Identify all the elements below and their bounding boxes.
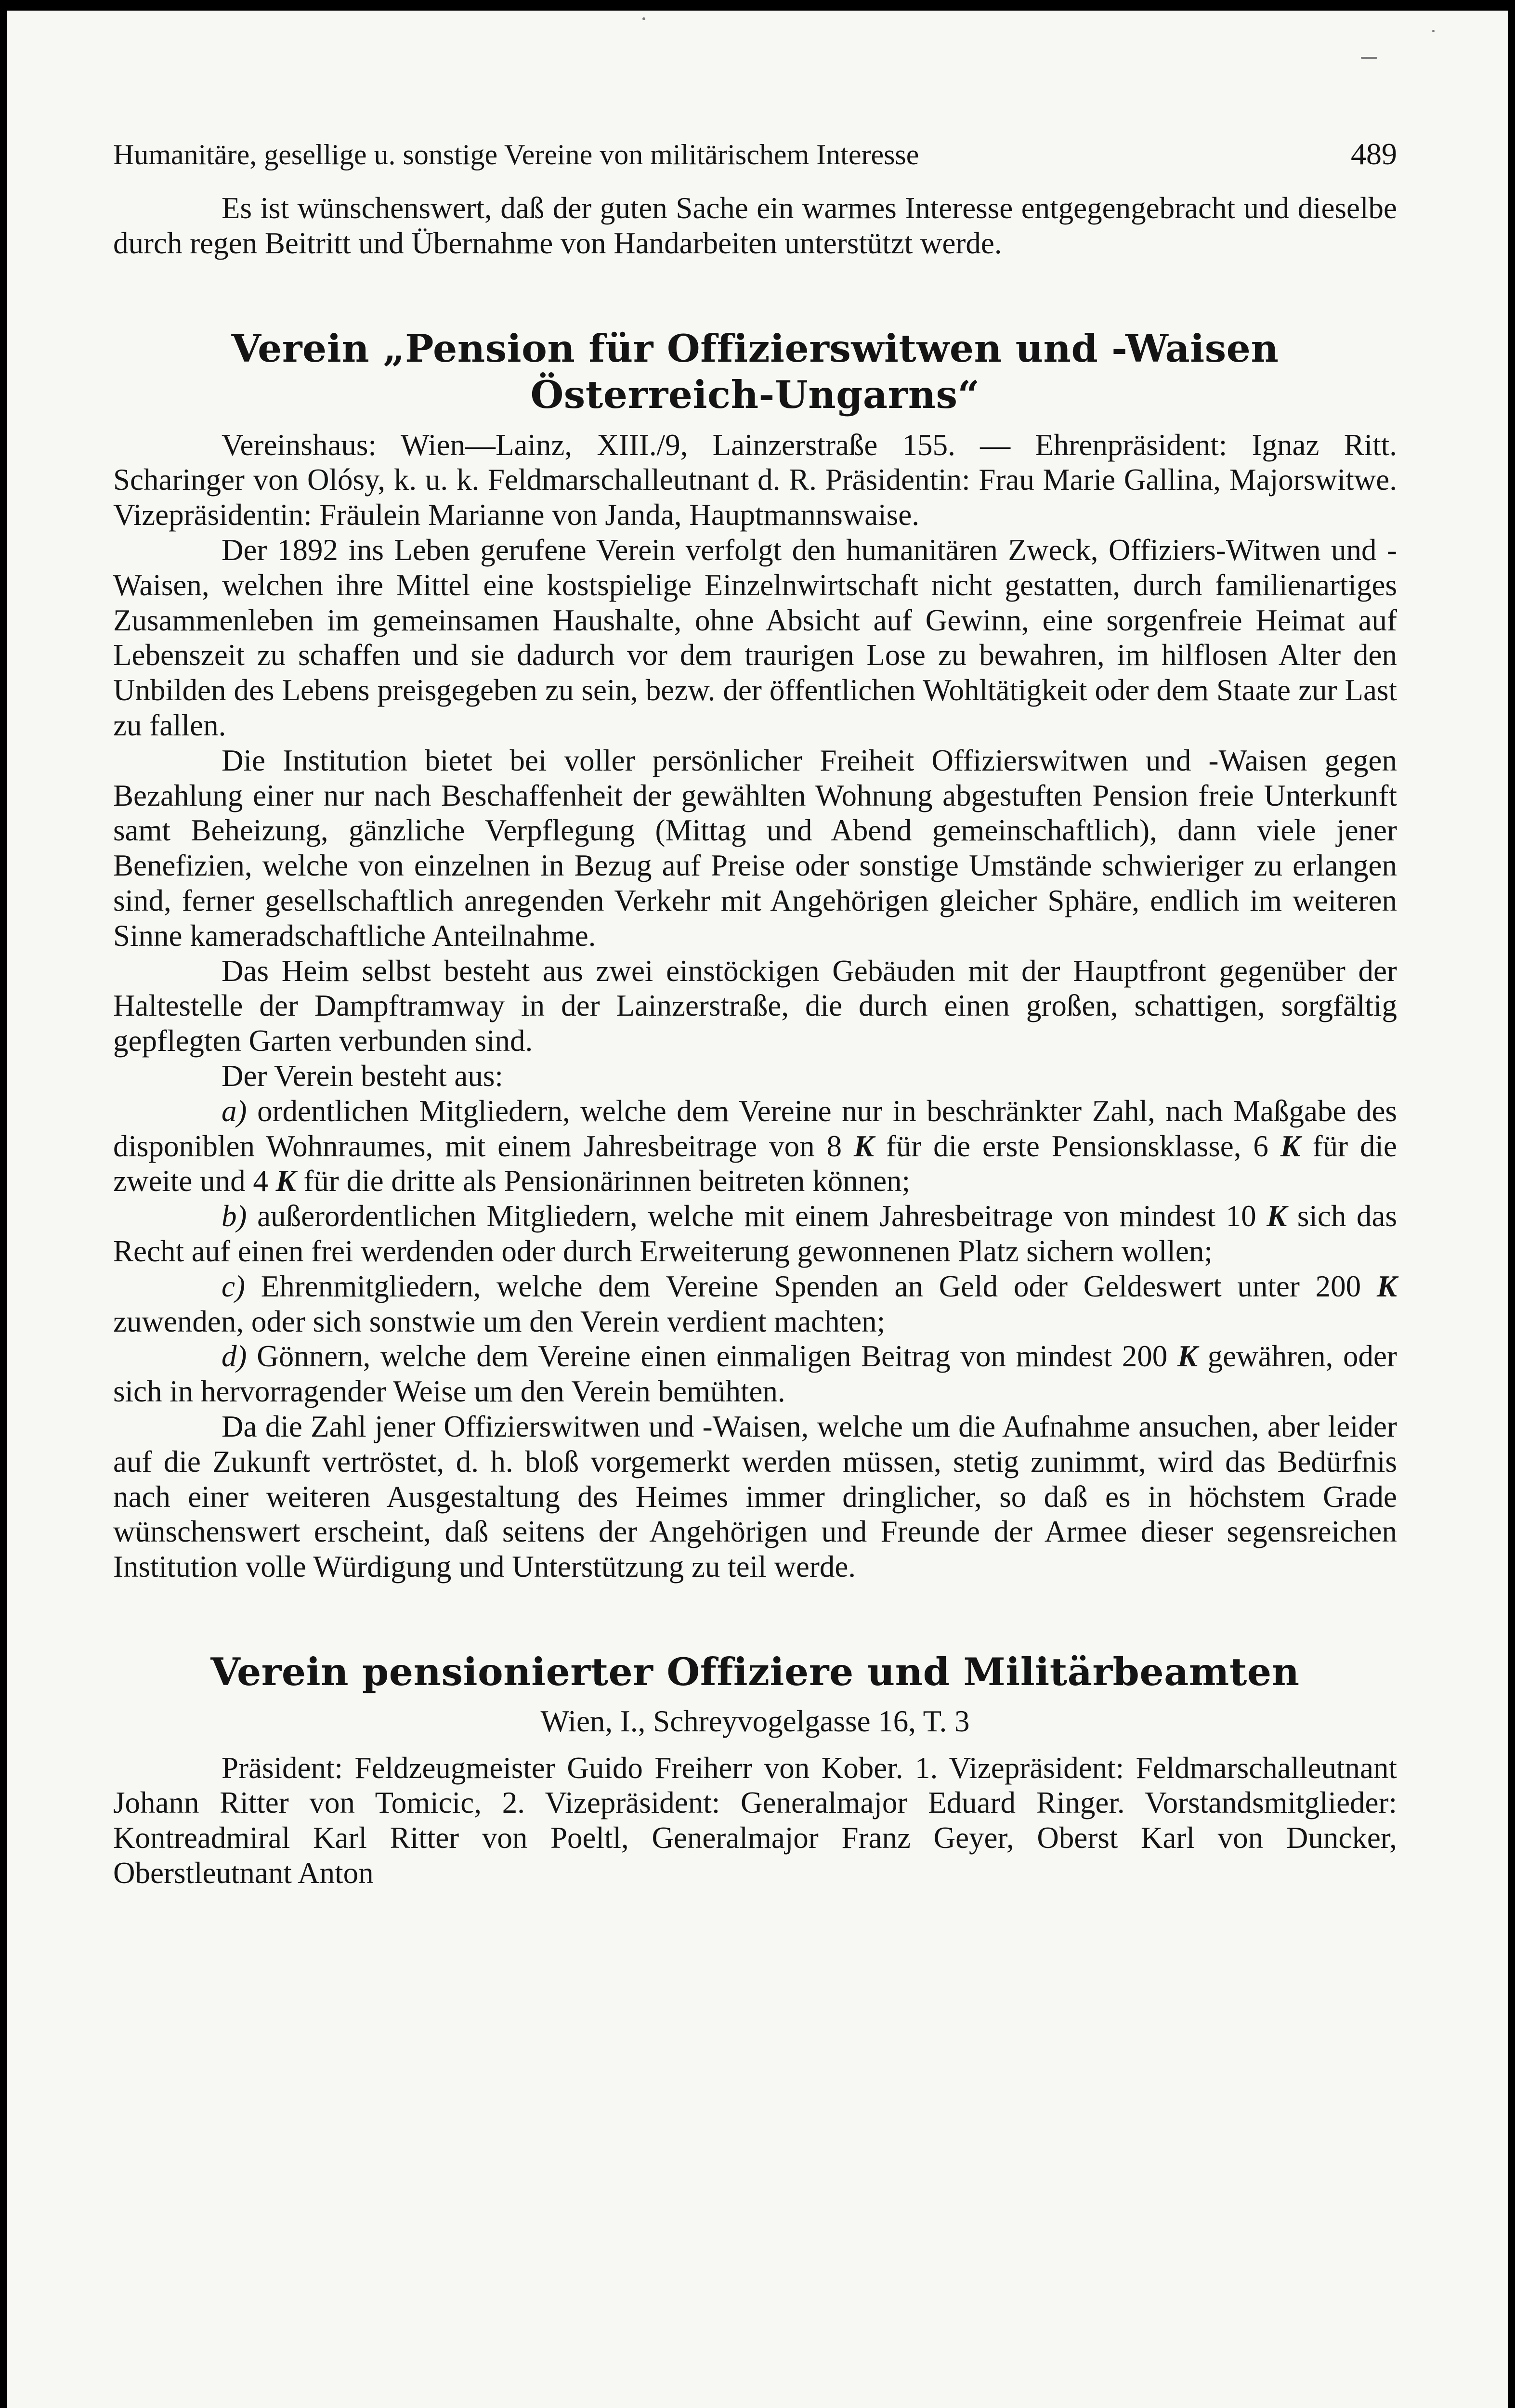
paragraph-institution: Die Institution bietet bei voller persönlicher Freiheit Offizierswitwen und -Waisen gegen Bezahlung einer nur nach Beschaffenheit der gewählten Wohnung abgestuften Pension freie Unterkunft samt Beheizung, gänzliche Verpflegung (Mittag und Abend gemeinschaftlich), dann viele jener Benefizien, welche von einzelnen in Bezug auf Preise oder sonstige Umstände schwieriger zu erlangen sind, ferner gesellschaftlich anregenden Verkehr mit Angehörigen gleicher Sphäre, endlich im weiteren Sinne kameradschaftliche Anteilnahme.: [113, 743, 1397, 953]
list-letter: b): [222, 1199, 247, 1233]
member-text: außerordentlichen Mitgliedern, welche mit einem Jahresbeitrage von mindest 10: [257, 1199, 1267, 1233]
list-letter: d): [222, 1339, 247, 1374]
paragraph-purpose: Der 1892 ins Leben gerufene Verein verfolgt den humanitären Zweck, Offiziers-Witwen und -Waisen, welchen ihre Mittel eine kostspielige Einzelnwirtschaft nicht gestatten, durch familienartiges Zusammenleben im gemeinsamen Haushalte, ohne Absicht auf Gewinn, eine sorgenfreie Heimat auf Lebenszeit zu schaffen und sie dadurch vor dem traurigen Lose zu bewahren, im hilflosen Alter den Unbilden des Lebens preisgegeben zu sein, bezw. der öffentlichen Wohltätigkeit oder dem Staate zur Last zu fallen.: [113, 533, 1397, 742]
section-heading-pension-verein: Verein „Pension für Offizierswitwen und -Waisen Österreich-Ungarns“: [231, 326, 1279, 417]
member-category-a: [113, 1094, 1397, 1199]
currency-symbol: K: [1376, 1269, 1397, 1303]
member-text: Gönnern, welche dem Vereine einen einmaligen Beitrag von mindest 200: [257, 1339, 1177, 1374]
paragraph-members-intro: Der Verein besteht aus:: [222, 1059, 503, 1093]
scanned-page: [7, 11, 1508, 2408]
scan-speck: [1361, 57, 1377, 59]
member-category-c: [113, 1269, 1397, 1339]
running-head-title: Humanitäre, gesellige u. sonstige Vereine von militärischem Interesse: [113, 139, 919, 170]
scan-speck: [642, 17, 645, 20]
currency-symbol: K: [1267, 1199, 1287, 1233]
member-text: gewähren, oder sich in hervorragender Weise um den Verein bemühten.: [113, 1339, 1397, 1409]
member-text: für die zweite und 4: [113, 1129, 1397, 1198]
currency-symbol: K: [1280, 1129, 1301, 1163]
list-letter: c): [222, 1269, 245, 1303]
intro-paragraph: Es ist wünschenswert, daß der guten Sache ein warmes Interesse entgegengebracht und dieselbe durch regen Beitritt und Übernahme von Handarbeiten unterstützt werde.: [113, 191, 1397, 260]
page-number: 489: [1351, 137, 1397, 171]
paragraph-section2-officers: Präsident: Feldzeugmeister Guido Freiherr von Kober. 1. Vizepräsident: Feldmarschalleutnant Johann Ritter von Tomicic, 2. Vizepräsident: Generalmajor Eduard Ringer. Vorstandsmitglieder: Kontreadmiral Karl Ritter von Poeltl, Generalmajor Franz Geyer, Oberst Karl von Duncker, Oberstleutnant Anton: [113, 1751, 1397, 1890]
scan-speck: [1432, 30, 1435, 32]
currency-symbol: K: [1177, 1339, 1198, 1374]
section-address: Wien, I., Schreyvogelgasse 16, T. 3: [540, 1704, 970, 1738]
member-category-d: [113, 1339, 1397, 1409]
member-text: für die dritte als Pensionärinnen beitreten können;: [296, 1164, 911, 1198]
member-text: für die erste Pensionsklasse, 6: [874, 1129, 1280, 1163]
currency-symbol: K: [275, 1164, 296, 1198]
member-category-b: [113, 1199, 1397, 1269]
paragraph-closing: Da die Zahl jener Offizierswitwen und -Waisen, welche um die Aufnahme ansuchen, aber leider auf die Zukunft vertröstet, d. h. bloß vorgemerkt werden müssen, stetig zunimmt, wird das Bedürfnis nach einer weiteren Ausgestaltung des Heimes immer dringlicher, so daß es in höchstem Grade wünschenswert erscheint, daß seitens der Angehörigen und Freunde der Armee dieser segensreichen Institution volle Würdigung und Unterstützung zu teil werde.: [113, 1409, 1397, 1584]
member-text: zuwenden, oder sich sonstwie um den Verein verdient machten;: [113, 1304, 886, 1338]
running-head: [113, 137, 1397, 171]
section-heading-pensionierte-offiziere: Verein pensionierter Offiziere und Militärbeamten: [210, 1649, 1300, 1694]
list-letter: a): [222, 1094, 247, 1128]
page-text-block: [113, 137, 1397, 1891]
paragraph-home: Das Heim selbst besteht aus zwei einstöckigen Gebäuden mit der Hauptfront gegenüber der Haltestelle der Dampftramway in der Lainzerstraße, die durch einen großen, schattigen, sorgfältig gepflegten Garten verbunden sind.: [113, 954, 1397, 1058]
paragraph-officers: Vereinshaus: Wien—Lainz, XIII./9, Lainzerstraße 155. — Ehrenpräsident: Ignaz Ritt. Scharinger von Olósy, k. u. k. Feldmarschalleutnant d. R. Präsidentin: Frau Marie Gallina, Majorswitwe. Vizepräsidentin: Fräulein Marianne von Janda, Hauptmannswaise.: [113, 428, 1397, 532]
member-text: sich das Recht auf einen frei werdenden oder durch Erweiterung gewonnenen Platz sichern wollen;: [113, 1199, 1397, 1268]
member-text: Ehrenmitgliedern, welche dem Vereine Spenden an Geld oder Geldeswert unter 200: [261, 1269, 1377, 1303]
currency-symbol: K: [853, 1129, 874, 1163]
member-text: ordentlichen Mitgliedern, welche dem Vereine nur in beschränkter Zahl, nach Maßgabe des disponiblen Wohnraumes, mit einem Jahresbeitrage von 8: [113, 1094, 1397, 1163]
